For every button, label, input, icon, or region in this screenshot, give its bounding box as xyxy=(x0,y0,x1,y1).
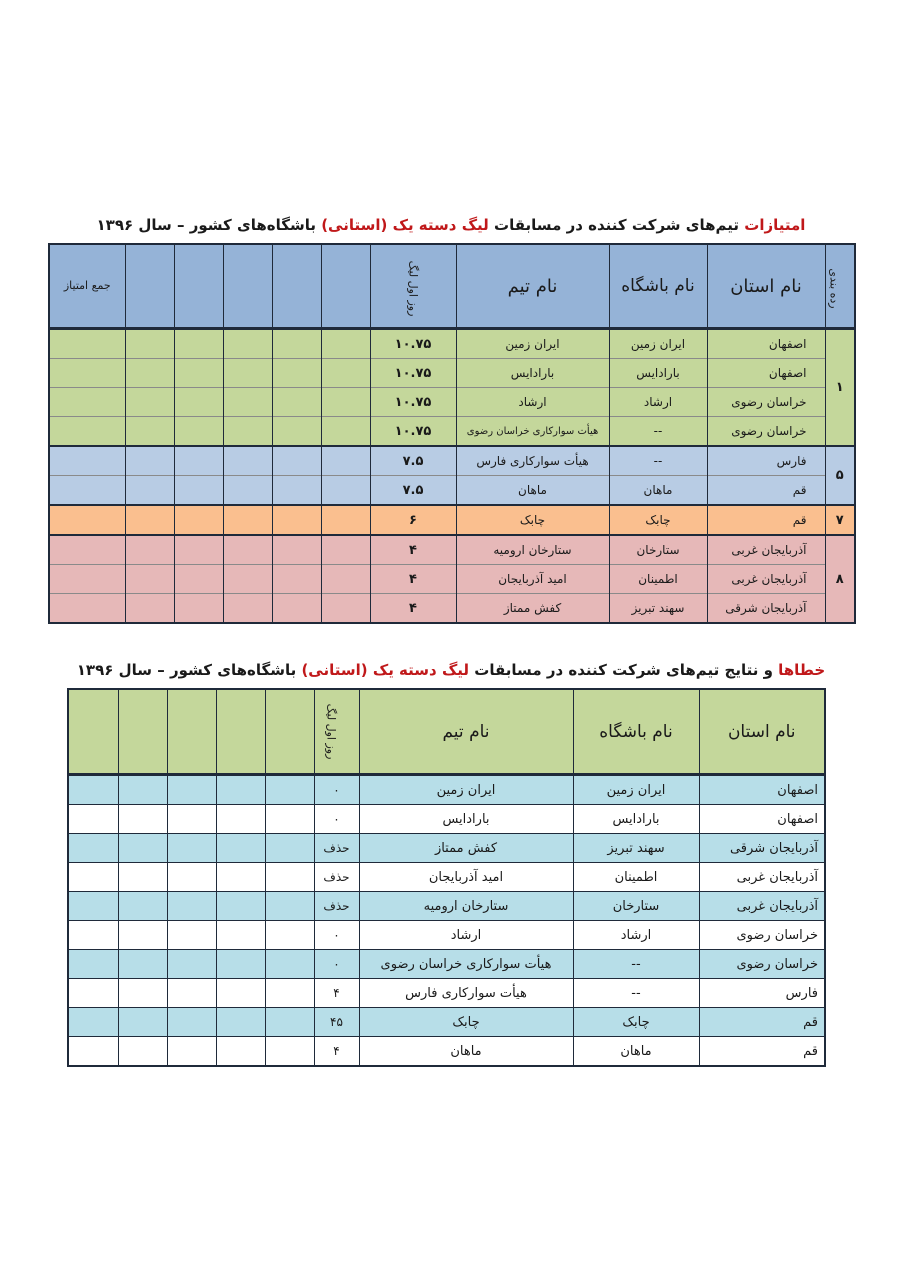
table1-title-mid: تیم‌های شرکت کننده در مسابقات xyxy=(488,216,745,234)
table-row xyxy=(49,388,855,417)
score-cell: ۴ xyxy=(370,565,456,594)
province-cell: اصفهان xyxy=(699,775,825,805)
table1-title-end: باشگاه‌های کشور – سال ۱۳۹۶ xyxy=(96,216,322,234)
team-cell: هیأت سوارکاری فارس xyxy=(456,446,609,476)
empty-header xyxy=(167,689,216,775)
table-row xyxy=(68,805,825,834)
province-cell: آذربایجان شرقی xyxy=(699,834,825,863)
score-cell: ۷.۵ xyxy=(370,446,456,476)
table-row xyxy=(68,834,825,863)
province-cell: فارس xyxy=(707,446,825,476)
province-cell: آذربایجان غربی xyxy=(699,863,825,892)
empty-header xyxy=(174,244,223,329)
score-cell: ۶ xyxy=(370,505,456,535)
empty-header xyxy=(118,689,167,775)
team-cell: هیأت سوارکاری خراسان رضوی xyxy=(359,950,573,979)
team-cell: ایران زمین xyxy=(456,329,609,359)
club-header: نام باشگاه xyxy=(573,689,699,775)
province-cell: خراسان رضوی xyxy=(707,417,825,447)
empty-header xyxy=(321,244,370,329)
team-cell: هیأت سوارکاری خراسان رضوی xyxy=(456,417,609,447)
club-cell: بارادایس xyxy=(609,359,707,388)
empty-header xyxy=(125,244,174,329)
club-cell: ارشاد xyxy=(573,921,699,950)
team-cell: ارشاد xyxy=(456,388,609,417)
team-cell: بارادایس xyxy=(456,359,609,388)
province-cell: قم xyxy=(699,1008,825,1037)
rank-cell: ۷ xyxy=(825,505,855,535)
round1-header: روز اول لیگ xyxy=(370,244,456,329)
team-cell: ماهان xyxy=(359,1037,573,1067)
value-cell: حذف xyxy=(314,892,359,921)
team-cell: ستارخان ارومیه xyxy=(456,535,609,565)
province-cell: قم xyxy=(707,505,825,535)
club-cell: ستارخان xyxy=(573,892,699,921)
value-cell: ۰ xyxy=(314,950,359,979)
value-cell: ۴۵ xyxy=(314,1008,359,1037)
province-cell: آذربایجان شرقی xyxy=(707,594,825,624)
club-cell: ارشاد xyxy=(609,388,707,417)
table-row xyxy=(68,921,825,950)
value-cell: ۰ xyxy=(314,805,359,834)
table2-title-end: باشگاه‌های کشور – سال ۱۳۹۶ xyxy=(76,661,302,679)
score-cell: ۱۰.۷۵ xyxy=(370,329,456,359)
table1-title-league: لیگ دسته یک (استانی) xyxy=(321,216,489,234)
team-cell: کفش ممتاز xyxy=(359,834,573,863)
club-cell: -- xyxy=(573,979,699,1008)
empty-header xyxy=(216,689,265,775)
team-cell: امید آذربایجان xyxy=(456,565,609,594)
club-cell: -- xyxy=(609,446,707,476)
score-cell: ۴ xyxy=(370,594,456,624)
team-cell: ستارخان ارومیه xyxy=(359,892,573,921)
table-row xyxy=(49,535,855,565)
value-cell: حذف xyxy=(314,834,359,863)
value-cell: حذف xyxy=(314,863,359,892)
club-cell: -- xyxy=(609,417,707,447)
value-cell: ۴ xyxy=(314,1037,359,1067)
value-cell: ۴ xyxy=(314,979,359,1008)
value-cell: ۰ xyxy=(314,921,359,950)
club-cell: ایران زمین xyxy=(573,775,699,805)
rank-header: رده بندی xyxy=(825,244,855,329)
score-cell: ۱۰.۷۵ xyxy=(370,417,456,447)
province-cell: آذربایجان غربی xyxy=(699,892,825,921)
club-cell: سهند تبریز xyxy=(573,834,699,863)
table-row xyxy=(49,446,855,476)
table-row xyxy=(68,775,825,805)
value-cell: ۰ xyxy=(314,775,359,805)
table1-title-keyword: امتیازات xyxy=(744,216,806,234)
empty-header xyxy=(223,244,272,329)
table-row xyxy=(68,892,825,921)
table2-title xyxy=(0,661,902,679)
score-cell: ۱۰.۷۵ xyxy=(370,359,456,388)
table-row xyxy=(68,950,825,979)
club-cell: ماهان xyxy=(609,476,707,506)
province-cell: فارس xyxy=(699,979,825,1008)
table2-title-mid: و نتایج تیم‌های شرکت کننده در مسابقات xyxy=(469,661,779,679)
empty-header xyxy=(272,244,321,329)
round1-header: روز اول لیگ xyxy=(314,689,359,775)
score-cell: ۷.۵ xyxy=(370,476,456,506)
table2-title-league: لیگ دسته یک (استانی) xyxy=(301,661,470,679)
empty-header xyxy=(68,689,118,775)
table2-title-keyword: خطاها xyxy=(778,661,826,679)
score-cell: ۱۰.۷۵ xyxy=(370,388,456,417)
club-cell: ایران زمین xyxy=(609,329,707,359)
table1-title xyxy=(0,216,902,234)
rank-cell: ۸ xyxy=(825,535,855,623)
table-row xyxy=(68,1037,825,1067)
province-cell: خراسان رضوی xyxy=(707,388,825,417)
province-cell: آذربایجان غربی xyxy=(707,535,825,565)
province-cell: اصفهان xyxy=(707,329,825,359)
table-row xyxy=(68,1008,825,1037)
team-cell: هیأت سوارکاری فارس xyxy=(359,979,573,1008)
club-header: نام باشگاه xyxy=(609,244,707,329)
club-cell: ماهان xyxy=(573,1037,699,1067)
team-cell: چابک xyxy=(456,505,609,535)
table-row xyxy=(49,329,855,359)
team-cell: امید آذربایجان xyxy=(359,863,573,892)
club-cell: اطمینان xyxy=(609,565,707,594)
club-cell: اطمینان xyxy=(573,863,699,892)
team-cell: ارشاد xyxy=(359,921,573,950)
team-header: نام تیم xyxy=(359,689,573,775)
club-cell: سهند تبریز xyxy=(609,594,707,624)
table-row xyxy=(49,476,855,506)
province-cell: خراسان رضوی xyxy=(699,950,825,979)
club-cell: ستارخان xyxy=(609,535,707,565)
club-cell: بارادایس xyxy=(573,805,699,834)
table-row xyxy=(68,863,825,892)
team-cell: کفش ممتاز xyxy=(456,594,609,624)
total-header: جمع امتیاز xyxy=(49,244,125,329)
table-row xyxy=(68,979,825,1008)
standings-table xyxy=(48,243,856,624)
team-cell: ماهان xyxy=(456,476,609,506)
club-cell: چابک xyxy=(573,1008,699,1037)
results-header-row xyxy=(68,689,825,775)
club-cell: چابک xyxy=(609,505,707,535)
table-row xyxy=(49,417,855,447)
results-table xyxy=(67,688,826,1067)
rank-cell: ۵ xyxy=(825,446,855,505)
empty-header xyxy=(265,689,314,775)
team-header: نام تیم xyxy=(456,244,609,329)
province-cell: آذربایجان غربی xyxy=(707,565,825,594)
province-header: نام استان xyxy=(707,244,825,329)
province-cell: قم xyxy=(699,1037,825,1067)
table-row xyxy=(49,565,855,594)
team-cell: بارادایس xyxy=(359,805,573,834)
province-cell: خراسان رضوی xyxy=(699,921,825,950)
standings-header-row xyxy=(49,244,855,329)
table-row xyxy=(49,359,855,388)
team-cell: چابک xyxy=(359,1008,573,1037)
rank-cell: ۱ xyxy=(825,329,855,447)
province-cell: اصفهان xyxy=(707,359,825,388)
province-cell: اصفهان xyxy=(699,805,825,834)
club-cell: -- xyxy=(573,950,699,979)
province-cell: قم xyxy=(707,476,825,506)
table-row xyxy=(49,594,855,624)
province-header: نام استان xyxy=(699,689,825,775)
score-cell: ۴ xyxy=(370,535,456,565)
table-row xyxy=(49,505,855,535)
team-cell: ایران زمین xyxy=(359,775,573,805)
